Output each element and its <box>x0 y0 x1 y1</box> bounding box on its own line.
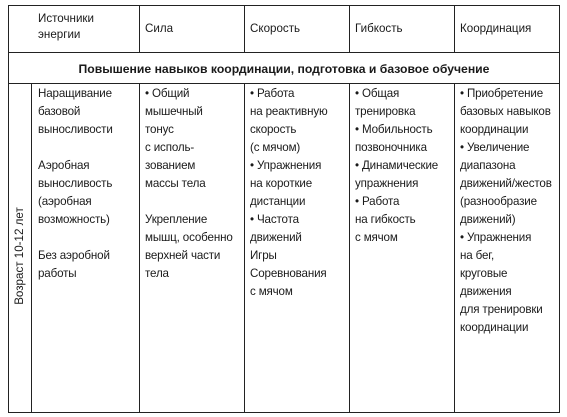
coordination-line: • Приобретение <box>460 87 543 100</box>
strength-line: • Общий <box>145 87 190 100</box>
age-column-divider <box>31 83 32 413</box>
coordination-line: • Увеличение <box>460 141 530 154</box>
speed-line: Игры <box>250 249 277 262</box>
column-divider-1b <box>139 83 140 413</box>
strength-line: мышц, особенно <box>145 231 233 244</box>
energy-line: Наращивание <box>38 87 112 100</box>
coordination-line: диапазона <box>460 159 516 172</box>
column-divider-2b <box>244 83 245 413</box>
flexibility-line: тренировка <box>355 105 416 118</box>
column-strength <box>145 85 233 283</box>
flexibility-line: с мячом <box>355 231 398 244</box>
flexibility-line: на гибкость <box>355 213 416 226</box>
column-divider-1 <box>139 6 140 52</box>
speed-line: на реактивную <box>250 105 328 118</box>
speed-line: движений <box>250 231 302 244</box>
coordination-line: движения <box>460 285 512 298</box>
speed-line: на короткие <box>250 177 313 190</box>
column-divider-3b <box>349 83 350 413</box>
speed-line: Соревнования <box>250 267 327 280</box>
section-banner: Повышение навыков координации, подготовка и базовое обучение <box>78 62 490 76</box>
coordination-line: (разнообразие <box>460 195 537 208</box>
strength-line: тонус <box>145 123 174 136</box>
column-divider-2 <box>244 6 245 52</box>
strength-line: мышечный <box>145 105 203 118</box>
energy-line: работы <box>38 267 77 280</box>
energy-line: выносливости <box>38 123 113 136</box>
energy-line: базовой <box>38 105 81 118</box>
speed-line: (с мячом) <box>250 141 301 154</box>
flexibility-line: • Динамические <box>355 159 439 172</box>
strength-line: с исполь- <box>145 141 195 154</box>
strength-line: тела <box>145 267 169 280</box>
flexibility-line: • Работа <box>355 195 400 208</box>
speed-line: скорость <box>250 123 297 136</box>
column-divider-4b <box>454 83 455 413</box>
coordination-line: круговые <box>460 267 508 280</box>
column-energy <box>38 85 113 283</box>
flexibility-line: позвоночника <box>355 141 427 154</box>
age-label: Возраст 10-12 лет <box>13 207 26 305</box>
energy-line: Без аэробной <box>38 249 110 262</box>
coordination-line: движений/жестов <box>460 177 552 190</box>
header-divider <box>9 52 559 53</box>
speed-line: дистанции <box>250 195 306 208</box>
flexibility-line: упражнения <box>355 177 419 190</box>
speed-line: • Частота <box>250 213 299 226</box>
column-flexibility <box>355 85 438 247</box>
column-speed <box>250 85 328 301</box>
coordination-line: координации <box>460 321 529 334</box>
column-divider-4 <box>454 6 455 52</box>
header-energy-line-2: энергии <box>38 28 81 41</box>
column-divider-3 <box>349 6 350 52</box>
strength-line: зованием <box>145 159 196 172</box>
coordination-line: движений) <box>460 213 516 226</box>
coordination-line: координации <box>460 123 529 136</box>
speed-line: с мячом <box>250 285 293 298</box>
header-speed: Скорость <box>250 22 301 35</box>
header-coordination: Координация <box>460 22 532 35</box>
flexibility-line: • Общая <box>355 87 400 100</box>
header-energy-line-1: Источники <box>38 12 94 25</box>
coordination-line: на бег, <box>460 249 495 262</box>
energy-line: Аэробная <box>38 159 90 172</box>
header-energy <box>38 11 94 43</box>
strength-line: массы тела <box>145 177 206 190</box>
energy-line: (аэробная <box>38 195 92 208</box>
banner-divider <box>9 83 559 84</box>
coordination-line: базовых навыков <box>460 105 551 118</box>
coordination-line: • Упражнения <box>460 231 532 244</box>
column-coordination <box>460 85 552 337</box>
speed-line: • Упражнения <box>250 159 322 172</box>
energy-line <box>38 139 113 157</box>
energy-line: выносливость <box>38 177 113 190</box>
header-strength: Сила <box>145 22 174 35</box>
training-table <box>8 5 560 413</box>
strength-line: Укрепление <box>145 213 208 226</box>
strength-line: верхней части <box>145 249 221 262</box>
strength-line <box>145 193 233 211</box>
flexibility-line: • Мобильность <box>355 123 433 136</box>
coordination-line: для тренировки <box>460 303 543 316</box>
header-flexibility: Гибкость <box>355 22 403 35</box>
speed-line: • Работа <box>250 87 295 100</box>
energy-line <box>38 229 113 247</box>
energy-line: возможность) <box>38 213 110 226</box>
